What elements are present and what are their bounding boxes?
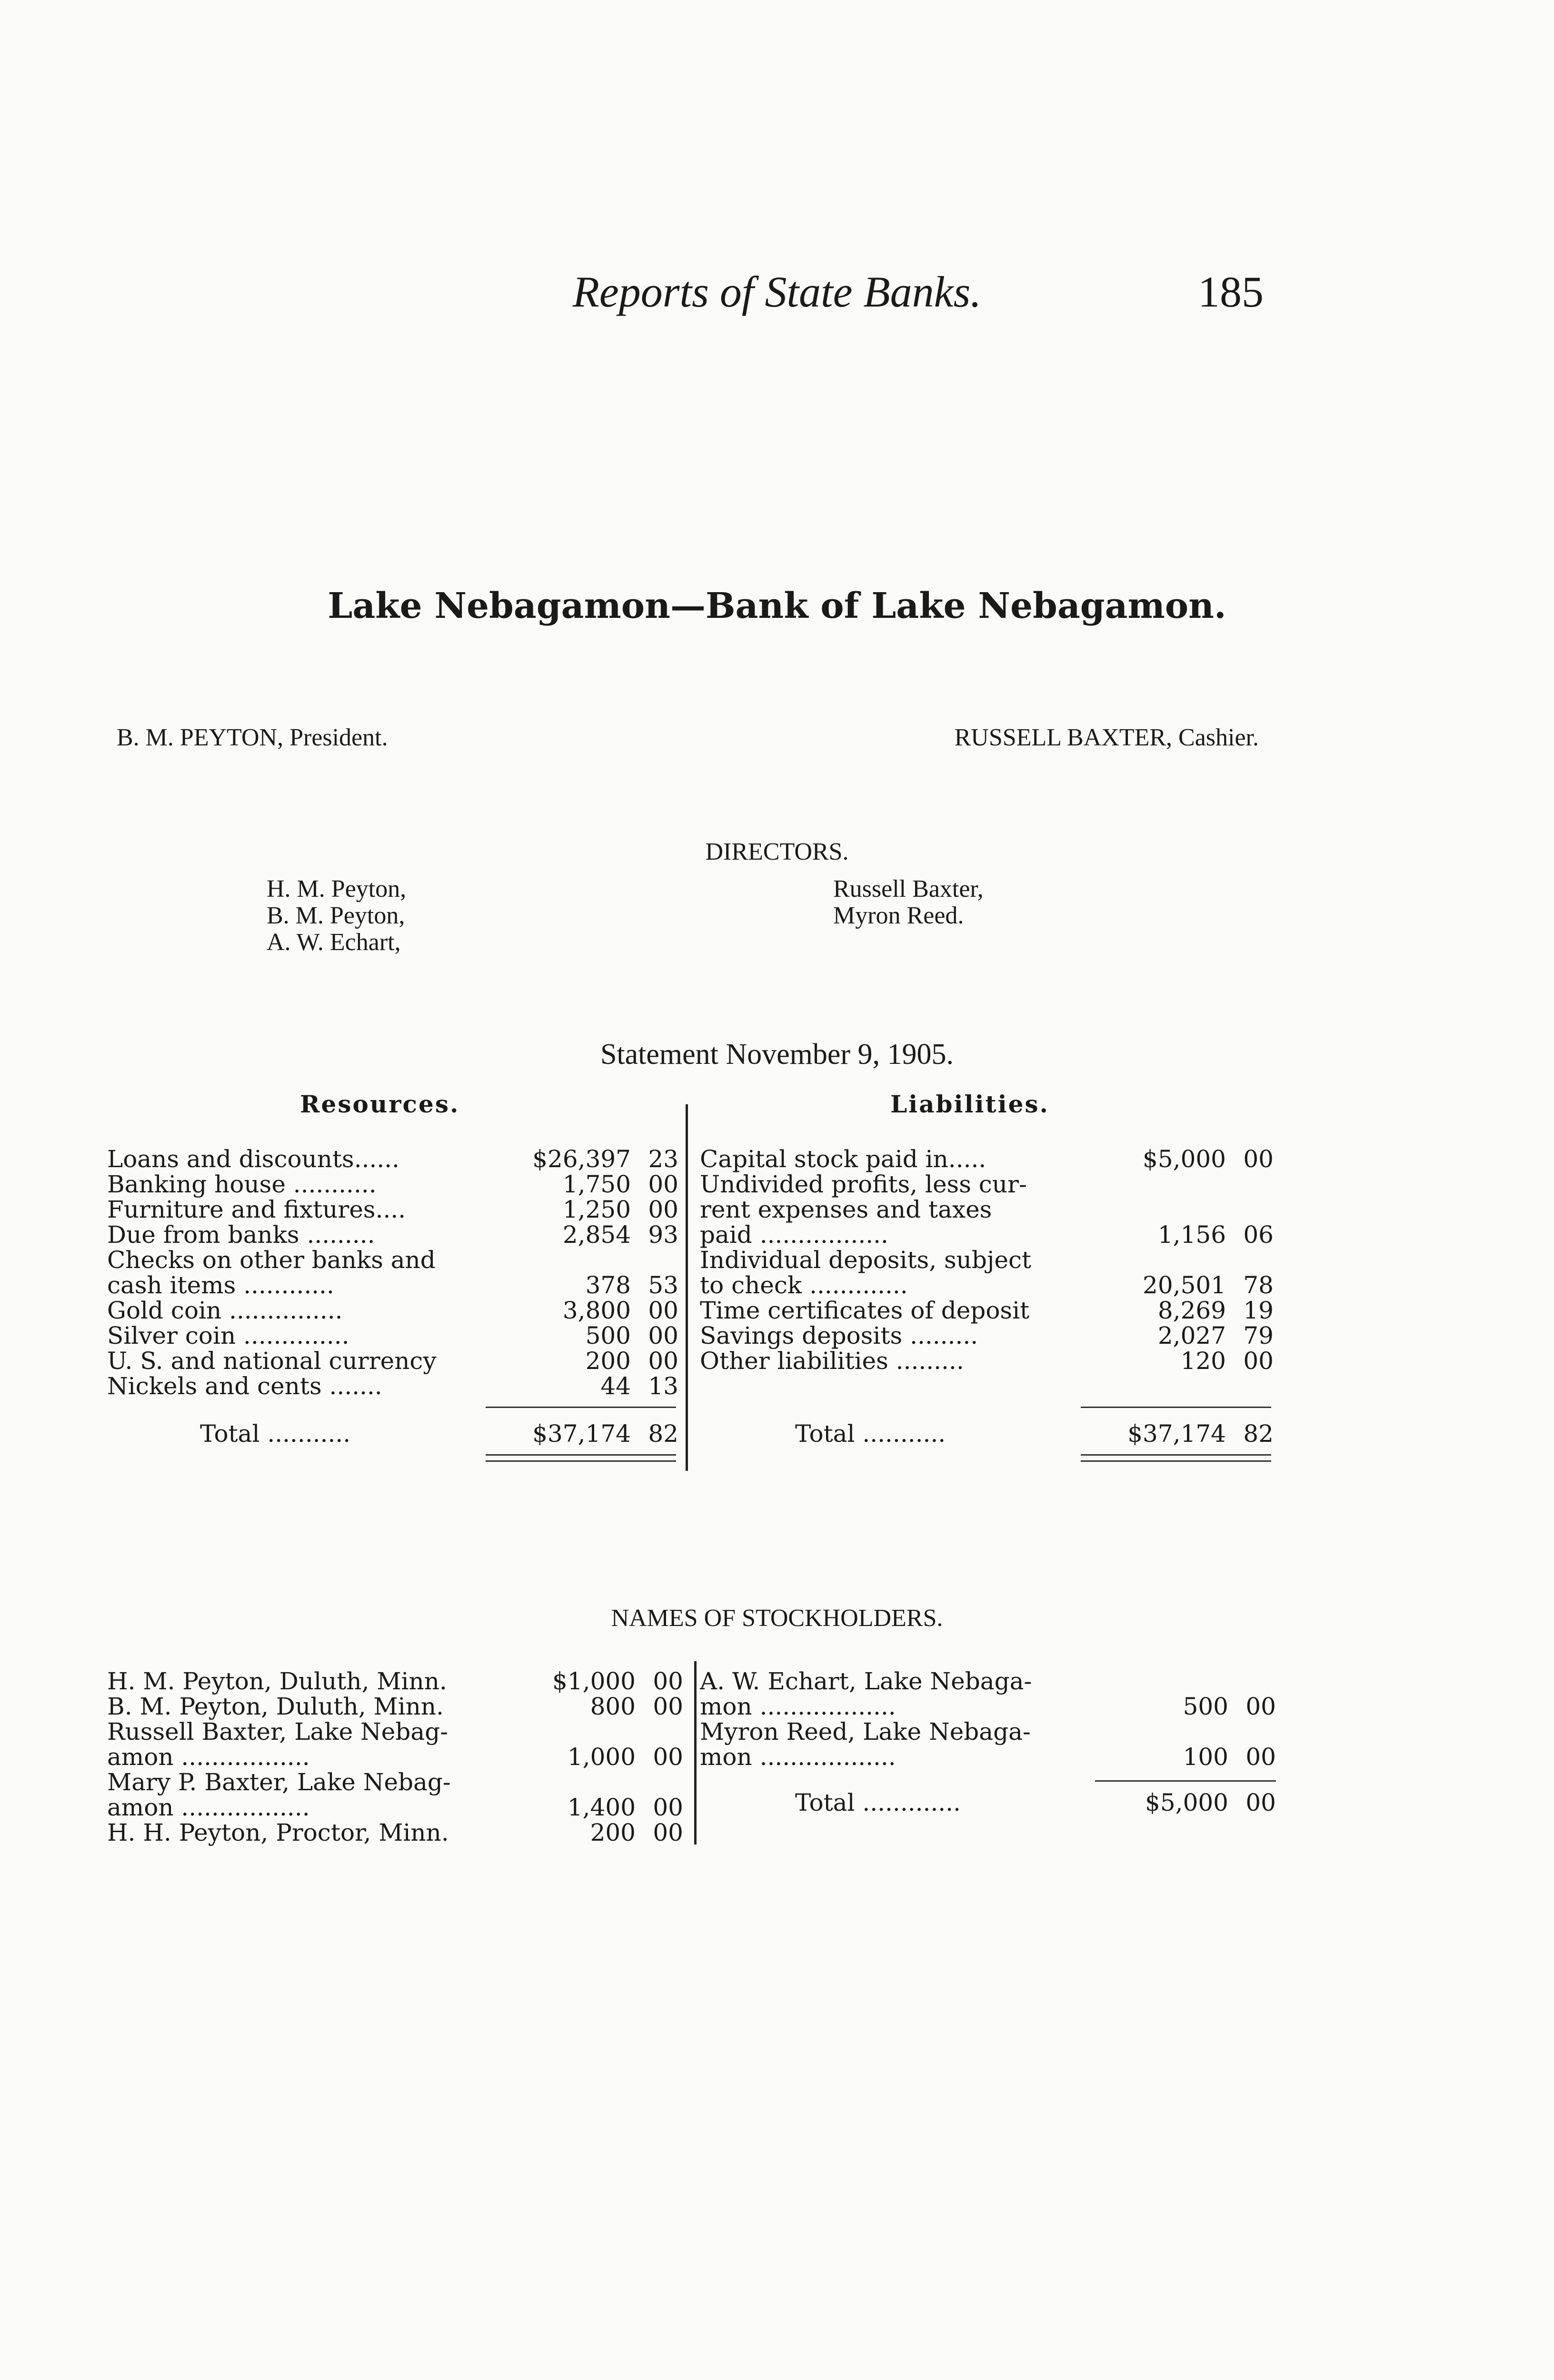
ledger-row: [107, 1820, 683, 1845]
total-cents: 82: [648, 1420, 678, 1448]
entry-cents: 13: [648, 1372, 678, 1400]
stockholders-divider: [694, 1661, 697, 1844]
statement-title: Statement November 9, 1905.: [600, 1038, 954, 1071]
entry-cents: 00: [648, 1322, 678, 1349]
entry-cents: 00: [648, 1347, 678, 1375]
total-dollars: $5,000: [1145, 1789, 1228, 1816]
total-label: Total ...........: [200, 1420, 351, 1448]
directors-heading: DIRECTORS.: [705, 838, 849, 865]
entry-label: Savings deposits .........: [700, 1322, 978, 1349]
entry-label: H. M. Peyton, Duluth, Minn.: [107, 1667, 447, 1695]
entry-dollars: $1,000: [552, 1667, 636, 1695]
entry-label: Capital stock paid in.....: [700, 1145, 986, 1173]
ledger-row: [700, 1668, 1276, 1694]
director-name: B. M. Peyton,: [267, 902, 405, 929]
entry-cents: 00: [648, 1170, 678, 1198]
page-number: 185: [1198, 268, 1264, 316]
entry-label: U. S. and national currency: [107, 1347, 437, 1375]
entry-label: mon ..................: [700, 1743, 896, 1771]
entry-cents: 23: [648, 1145, 678, 1173]
entry-label: Nickels and cents .......: [107, 1372, 382, 1400]
liabilities-total-rule: [1081, 1460, 1271, 1462]
entry-label: Silver coin ..............: [107, 1322, 349, 1349]
ledger-row: [700, 1744, 1276, 1770]
ledger-row: [700, 1719, 1276, 1745]
entry-dollars: 2,027: [1157, 1322, 1226, 1349]
ledger-row: [700, 1171, 1274, 1197]
ledger-row: [107, 1373, 678, 1399]
column-divider: [686, 1104, 688, 1471]
entry-cents: 00: [653, 1743, 683, 1771]
entry-label: B. M. Peyton, Duluth, Minn.: [107, 1693, 444, 1720]
entry-label: Banking house ...........: [107, 1170, 377, 1198]
ledger-row: [700, 1694, 1276, 1719]
entry-label: paid .................: [700, 1221, 888, 1249]
bank-title: Lake Nebagamon—Bank of Lake Nebagamon.: [328, 585, 1226, 626]
director-name: A. W. Echart,: [267, 929, 401, 956]
total-cents: 82: [1243, 1420, 1274, 1448]
entry-label: mon ..................: [700, 1693, 896, 1720]
ledger-row: [107, 1348, 678, 1374]
ledger-row: [107, 1795, 683, 1820]
total-label: Total ...........: [795, 1420, 946, 1448]
entry-label: A. W. Echart, Lake Nebaga-: [700, 1667, 1032, 1695]
liabilities-heading: Liabilities.: [890, 1090, 1049, 1118]
resources-total-rule: [486, 1460, 676, 1462]
ledger-row: [700, 1272, 1274, 1298]
entry-cents: 00: [653, 1693, 683, 1720]
running-title: Reports of State Banks.: [572, 268, 982, 316]
entry-label: amon .................: [107, 1743, 310, 1771]
total-dollars: $37,174: [532, 1420, 631, 1448]
ledger-row: [700, 1298, 1274, 1323]
entry-cents: 93: [648, 1221, 678, 1249]
entry-cents: 00: [648, 1297, 678, 1324]
entry-dollars: 8,269: [1157, 1297, 1226, 1324]
ledger-row: [107, 1222, 678, 1248]
entry-cents: 79: [1243, 1322, 1274, 1349]
entry-cents: 00: [653, 1667, 683, 1695]
ledger-row: [700, 1247, 1274, 1273]
stockholders-heading: NAMES OF STOCKHOLDERS.: [611, 1605, 943, 1632]
entry-cents: 00: [648, 1196, 678, 1223]
entry-cents: 00: [653, 1794, 683, 1821]
ledger-row: [107, 1146, 678, 1172]
entry-label: rent expenses and taxes: [700, 1196, 992, 1223]
resources-total-row: [200, 1421, 678, 1447]
ledger-row: [107, 1247, 678, 1273]
ledger-row: [700, 1348, 1274, 1374]
directors-left-list: [267, 876, 406, 956]
ledger-row: [107, 1719, 683, 1745]
entry-cents: 06: [1243, 1221, 1274, 1249]
entry-dollars: 20,501: [1143, 1271, 1226, 1299]
total-cents: 00: [1245, 1789, 1276, 1816]
entry-dollars: 800: [590, 1693, 636, 1720]
stockholders-total-row: [795, 1790, 1276, 1815]
liabilities-subtotal-rule: [1081, 1407, 1271, 1408]
entry-label: Other liabilities .........: [700, 1347, 964, 1375]
entry-cents: 00: [1243, 1347, 1274, 1375]
liabilities-total-rule: [1081, 1454, 1271, 1456]
ledger-row: [107, 1668, 683, 1694]
entry-label: H. H. Peyton, Proctor, Minn.: [107, 1819, 449, 1846]
entry-label: Time certificates of deposit: [700, 1297, 1030, 1324]
cashier-line: RUSSELL BAXTER, Cashier.: [954, 724, 1259, 751]
entry-label: Individual deposits, subject: [700, 1246, 1032, 1274]
entry-dollars: 500: [585, 1322, 631, 1349]
resources-heading: Resources.: [300, 1090, 460, 1118]
ledger-row: [107, 1272, 678, 1298]
stockholders-total-rule: [1095, 1780, 1276, 1782]
entry-label: to check .............: [700, 1271, 908, 1299]
entry-dollars: 1,400: [567, 1794, 636, 1821]
liabilities-total-row: [795, 1421, 1274, 1447]
ledger-row: [107, 1197, 678, 1222]
entry-cents: 00: [1245, 1693, 1276, 1720]
entry-dollars: 3,800: [562, 1297, 631, 1324]
entry-label: Due from banks .........: [107, 1221, 375, 1249]
entry-cents: 78: [1243, 1271, 1274, 1299]
ledger-row: [107, 1744, 683, 1770]
entry-cents: 00: [1245, 1743, 1276, 1771]
entry-cents: 53: [648, 1271, 678, 1299]
entry-cents: 00: [1243, 1145, 1274, 1173]
director-name: H. M. Peyton,: [267, 875, 407, 902]
ledger-row: [700, 1222, 1274, 1248]
entry-label: Undivided profits, less cur-: [700, 1170, 1027, 1198]
entry-dollars: 1,000: [567, 1743, 636, 1771]
ledger-row: [107, 1323, 678, 1349]
director-name: Russell Baxter,: [833, 875, 984, 902]
entry-label: Russell Baxter, Lake Nebag-: [107, 1718, 448, 1745]
entry-label: Gold coin ...............: [107, 1297, 343, 1324]
entry-dollars: 2,854: [562, 1221, 631, 1249]
resources-subtotal-rule: [486, 1407, 676, 1408]
ledger-row: [700, 1197, 1274, 1222]
total-dollars: $37,174: [1127, 1420, 1226, 1448]
resources-total-rule: [486, 1454, 676, 1456]
entry-label: Mary P. Baxter, Lake Nebag-: [107, 1768, 451, 1796]
entry-dollars: 100: [1183, 1743, 1228, 1771]
ledger-row: [107, 1171, 678, 1197]
ledger-row: [107, 1298, 678, 1323]
ledger-row: [700, 1323, 1274, 1349]
entry-label: cash items ............: [107, 1271, 334, 1299]
ledger-row: [107, 1769, 683, 1795]
director-name: Myron Reed.: [833, 902, 964, 929]
entry-dollars: 44: [600, 1372, 631, 1400]
entry-dollars: 120: [1180, 1347, 1226, 1375]
entry-label: Loans and discounts......: [107, 1145, 400, 1173]
entry-dollars: $26,397: [532, 1145, 631, 1173]
entry-dollars: 378: [585, 1271, 631, 1299]
entry-dollars: 1,156: [1157, 1221, 1226, 1249]
entry-dollars: 200: [590, 1819, 636, 1846]
entry-dollars: 1,250: [562, 1196, 631, 1223]
entry-dollars: 1,750: [562, 1170, 631, 1198]
president-line: B. M. PEYTON, President.: [117, 724, 388, 751]
entry-cents: 00: [653, 1819, 683, 1846]
entry-label: Furniture and fixtures....: [107, 1196, 406, 1223]
entry-label: Checks on other banks and: [107, 1246, 436, 1274]
directors-right-list: [833, 876, 984, 929]
entry-label: amon .................: [107, 1794, 310, 1821]
ledger-row: [107, 1694, 683, 1719]
entry-dollars: 500: [1183, 1693, 1228, 1720]
entry-dollars: 200: [585, 1347, 631, 1375]
total-label: Total .............: [795, 1789, 961, 1816]
entry-label: Myron Reed, Lake Nebaga-: [700, 1718, 1031, 1745]
ledger-row: [700, 1146, 1274, 1172]
entry-dollars: $5,000: [1143, 1145, 1226, 1173]
entry-cents: 19: [1243, 1297, 1274, 1324]
